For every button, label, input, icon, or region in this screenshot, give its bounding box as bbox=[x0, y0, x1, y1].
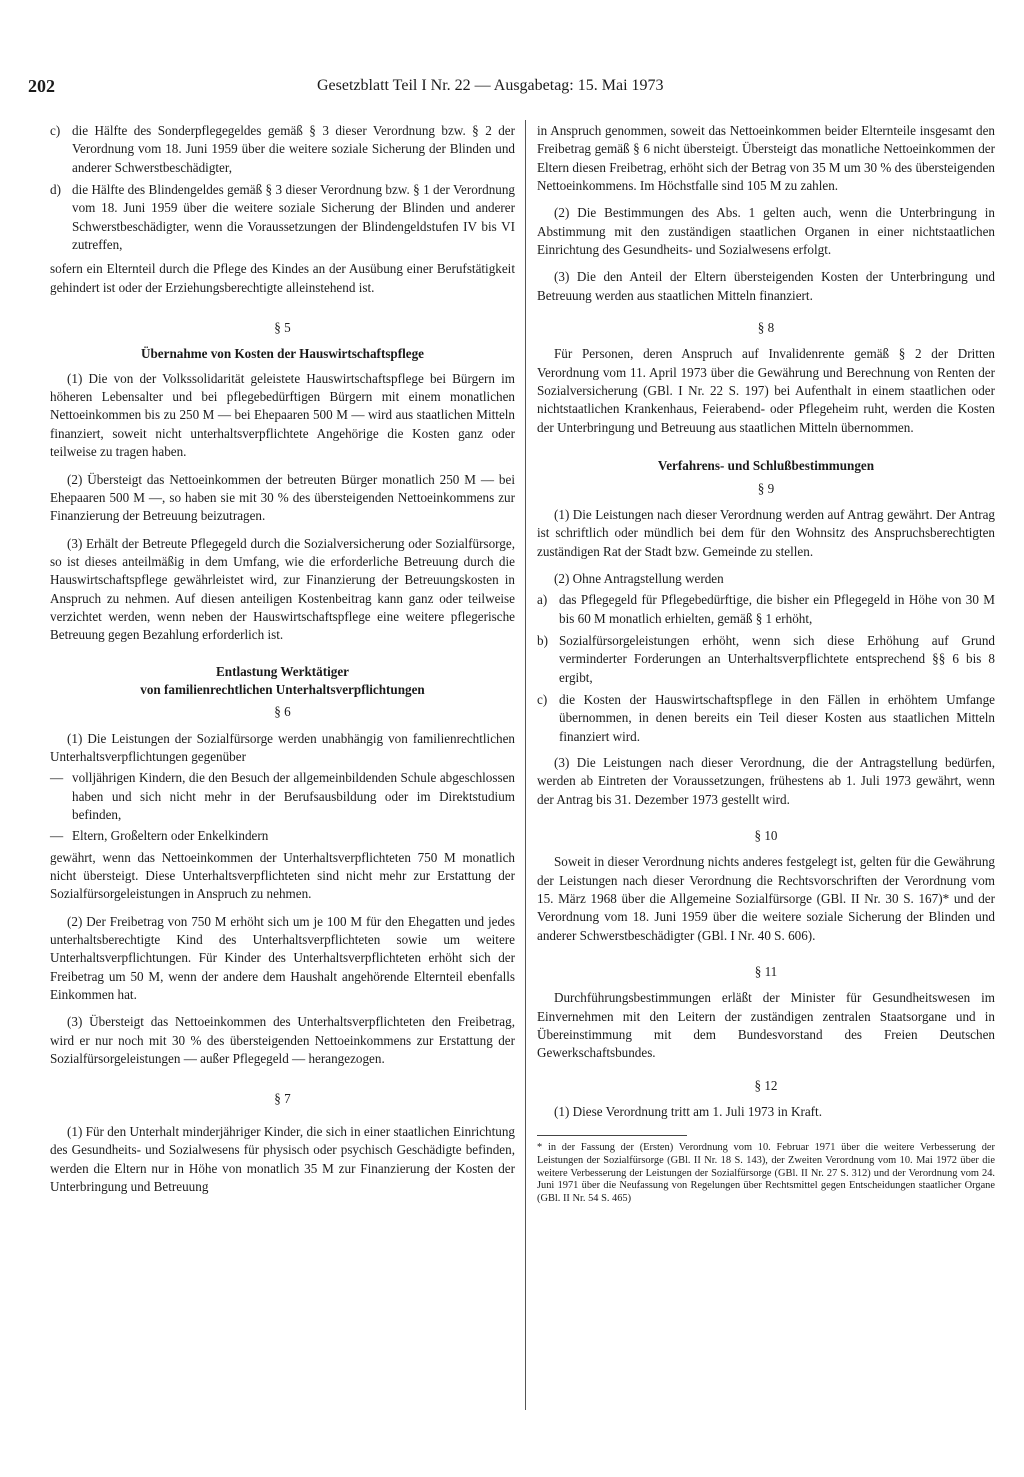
dash-item bbox=[50, 769, 515, 824]
footnote: * in der Fassung der (Ersten) Verordnung vom 10. Februar 1971 über die weitere Verbesserung der Leistungen der Sozialfürsorge (GBl. II Nr. 18 S. 143), der Zweiten Verordnung vom 10. Mai 1972 über die weitere Verbesserung der Leistungen der Sozialfürsorge (GBl. II Nr. 27 S. 312) und der Verordnung vom 24. Juni 1971 über die Neufassung von Regelungen über Rechtsmittel gegen Entscheidungen staatlicher Organe (GBl. II Nr. 54 S. 465) bbox=[537, 1142, 995, 1204]
section-number: § 7 bbox=[274, 1091, 291, 1107]
list-item-text: das Pflegegeld für Pflegebedürftige, die bisher ein Pflegegeld in Höhe von 30 M bis 60 M monatlich erhielten, gemäß § 1 erhöht, bbox=[559, 592, 995, 626]
list-item-a bbox=[537, 591, 995, 628]
section-number: § 6 bbox=[274, 704, 291, 720]
right-column bbox=[537, 122, 995, 1205]
dash-marker: — bbox=[50, 828, 64, 844]
list-item-text: die Kosten der Hauswirtschaftspflege in den Fällen in erhöhtem Umfange übernommen, in denen bereits ein Teil dieser Kosten aus staatlichen Mitteln finanziert wird. bbox=[559, 691, 995, 744]
paragraph: (3) Erhält der Betreute Pflegegeld durch die Sozialversicherung oder Sozialfürsorge, so ist dieses anteilmäßig in dem Umfang, wie die erforderliche Betreuung durch die Hauswirtschaftspflege gewährleistet wird, zur Finanzierung der Betreuungskosten in Anspruch zu nehmen. Auf diesen anteiligen Kostenbeitrag kann ganz oder teilweise verzichtet werden, wenn neben der Hauswirtschaftspflege eine weitere pflegerische Betreuung gegen Bezahlung erforderlich ist. bbox=[50, 535, 515, 643]
section-number: § 5 bbox=[274, 320, 291, 336]
gazette-title: Gesetzblatt Teil I Nr. 22 — Ausgabetag: 15. Mai 1973 bbox=[317, 77, 664, 94]
list-marker: d) bbox=[50, 182, 61, 198]
paragraph: Für Personen, deren Anspruch auf Invalidenrente gemäß § 2 der Dritten Verordnung vom 11. April 1973 über die Gewährung und Berechnung von Renten der Sozialversicherung (GBl. I Nr. 22 S. 197) bei Aufenthalt in einem staatlichen oder nichtstaatlichen Krankenhaus, Feierabend- oder Pflegeheim ruht, werden die Kosten der Unterbringung und Betreuung aus staatlichen Mitteln übernommen. bbox=[537, 346, 995, 435]
section-heading bbox=[50, 663, 515, 700]
paragraph: (1) Die Leistungen der Sozialfürsorge werden unabhängig von familienrechtlichen Unterhaltsverpflichtungen gegenüber bbox=[50, 730, 515, 764]
page-header bbox=[28, 76, 748, 96]
left-column bbox=[50, 122, 515, 1205]
list-marker: c) bbox=[537, 691, 548, 707]
paragraph: (1) Die von der Volkssolidarität geleistete Hauswirtschaftspflege bei Bürgern im höheren Lebensalter und bei pflegebedürftigen Bürgern mit einem monatlichen Nettoeinkommen bis zu 250 M — bei Ehepaaren 500 M — wird aus staatlichen Mitteln finanziert, soweit nicht unterhaltsverpflichtete Angehörige die Kosten ganz oder teilweise zu tragen haben. bbox=[50, 370, 515, 460]
paragraph: (3) Übersteigt das Nettoeinkommen des Unterhaltsverpflichteten den Freibetrag, wird er nur noch mit 30 % des übersteigenden Nettoeinkommens zur Erstattung der Sozialfürsorgeleistungen — außer Pflegegeld — herangezogen. bbox=[50, 1014, 515, 1067]
paragraph: sofern ein Elternteil durch die Pflege des Kindes an der Ausübung einer Berufstätigkeit gehindert ist oder der Erziehungsberechtigte alleinstehend ist. bbox=[50, 261, 515, 295]
paragraph: (2) Die Bestimmungen des Abs. 1 gelten auch, wenn die Unterbringung in Abstimmung mit den zuständigen staatlichen Organen in einer nichtstaatlichen Einrichtung des Gesundheits- und Sozialwesens erfolgt. bbox=[537, 205, 995, 258]
paragraph: (2) Der Freibetrag von 750 M erhöht sich um je 100 M für den Ehegatten und jedes unterhaltsberechtigte Kind des Unterhaltsverpflichteten sowie um weitere Unterhaltsverpflichtungen. Für Kinder des Unterhaltsverpflichteten erhöht sich der Freibetrag um 50 M, wenn der andere dem Haushalt angehörende Elternteil ebenfalls Einkommen hat. bbox=[50, 913, 515, 1003]
paragraph: gewährt, wenn das Nettoeinkommen der Unterhaltsverpflichteten 750 M monatlich nicht übersteigt. Diese Unterhaltsverpflichteten sind nicht mehr zur Erstattung der Sozialfürsorgeleistungen in Anspruch zu nehmen. bbox=[50, 849, 515, 902]
paragraph: Soweit in dieser Verordnung nichts anderes festgelegt ist, gelten für die Gewährung der Leistungen nach dieser Verordnung die Rechtsvorschriften der Verordnung vom 15. März 1968 über die Allgemeine Sozialfürsorge (GBl. II Nr. 30 S. 167)* und der Verordnung vom 18. Juni 1959 über die weitere soziale Sicherung der Blinden und anderer Schwerstbeschädigter (GBl. I Nr. 40 S. 606). bbox=[537, 854, 995, 943]
paragraph: (1) Diese Verordnung tritt am 1. Juli 1973 in Kraft. bbox=[554, 1104, 822, 1120]
paragraph: (3) Die den Anteil der Eltern übersteigenden Kosten der Unterbringung und Betreuung werden aus staatlichen Mitteln finanziert. bbox=[537, 269, 995, 303]
paragraph: (2) Ohne Antragstellung werden bbox=[554, 570, 724, 586]
list-item-text: die Hälfte des Sonderpflegegeldes gemäß § 3 dieser Verordnung bzw. § 2 der Verordnung vom 18. Juni 1959 über die weitere soziale Sicherung der Blinden und anderer Schwerstbeschädigter, bbox=[72, 123, 515, 175]
section-number: § 8 bbox=[757, 320, 775, 336]
list-item-c bbox=[50, 122, 515, 177]
heading-line: von familienrechtlichen Unterhaltsverpflichtungen bbox=[140, 681, 425, 697]
list-marker: b) bbox=[537, 632, 548, 648]
list-marker: c) bbox=[50, 123, 61, 138]
paragraph: Durchführungsbestimmungen erläßt der Minister für Gesundheitswesen im Einvernehmen mit den Leitern der zuständigen zentralen Staatsorgane und in Übereinstimmung mit dem Bundesvorstand des Freien Deutschen Gewerkschaftsbundes. bbox=[537, 990, 995, 1061]
list-item-b bbox=[537, 632, 995, 687]
list-item-text: Eltern, Großeltern oder Enkelkindern bbox=[72, 828, 269, 844]
section-number: § 11 bbox=[754, 964, 778, 980]
section-heading: Übernahme von Kosten der Hauswirtschaftspflege bbox=[141, 346, 424, 362]
dash-marker: — bbox=[50, 770, 64, 786]
heading-line: Entlastung Werktätiger bbox=[216, 663, 349, 679]
paragraph: (1) Für den Unterhalt minderjähriger Kinder, die sich in einer staatlichen Einrichtung des Gesundheits- und Sozialwesens für physisch oder psychisch Geschädigte befinden, werden die Eltern nur in Höhe von monatlich 35 M zur Finanzierung der Kosten der Unterbringung und Betreuung bbox=[50, 1123, 515, 1194]
paragraph: in Anspruch genommen, soweit das Nettoeinkommen beider Elternteile insgesamt den Freibetrag gemäß § 6 nicht übersteigt. Übersteigt das monatliche Nettoeinkommen der Eltern diesen Freibetrag, erhöht sich der Betrag von 35 M um 30 % des übersteigenden Nettoeinkommens. Im Höchstfalle sind 105 M zu zahlen. bbox=[537, 123, 995, 194]
list-marker: a) bbox=[537, 592, 548, 608]
section-number: § 9 bbox=[757, 480, 775, 496]
page-number: 202 bbox=[28, 76, 55, 96]
paragraph: (1) Die Leistungen nach dieser Verordnung werden auf Antrag gewährt. Der Antrag ist schriftlich oder mündlich bei dem für den Wohnsitz des Anspruchsberechtigten zuständigen Rat der Stadt bzw. Gemeinde zu stellen. bbox=[537, 506, 995, 559]
list-item-c bbox=[537, 691, 995, 746]
section-heading: Verfahrens- und Schlußbestimmungen bbox=[657, 458, 875, 474]
footnote-rule bbox=[537, 1135, 687, 1136]
dash-item bbox=[50, 827, 515, 845]
paragraph: (2) Übersteigt das Nettoeinkommen der betreuten Bürger monatlich 250 M — bei Ehepaaren 500 M —, so haben sie mit 30 % des übersteigenden Nettoeinkommens zur Finanzierung der Betreuung beizutragen. bbox=[50, 471, 515, 524]
list-item-text: volljährigen Kindern, die den Besuch der allgemeinbildenden Schule abgeschlossen haben und sich nicht mehr in der Berufsausbildung oder im Direktstudium befinden, bbox=[72, 770, 515, 822]
list-item-text: Sozialfürsorgeleistungen erhöht, wenn sich diese Erhöhung auf Grund verminderter Forderungen an Unterhaltsverpflichtete entsprechend §§ 6 bis 8 ergibt, bbox=[559, 632, 995, 685]
section-number: § 12 bbox=[754, 1077, 778, 1093]
section-number: § 10 bbox=[754, 828, 778, 843]
list-item-text: die Hälfte des Blindengeldes gemäß § 3 dieser Verordnung bzw. § 1 der Verordnung vom 18. Juni 1959 über die weitere soziale Sicherung der Blinden und anderer Schwerstbeschädigter, wenn die Voraussetzungen der Blindengeldstufen IV bis VI zutreffen, bbox=[72, 182, 515, 253]
column-divider bbox=[525, 120, 526, 1410]
list-item-d bbox=[50, 181, 515, 254]
paragraph: (3) Die Leistungen nach dieser Verordnung, die der Antragstellung bedürfen, werden ab Eintreten der Voraussetzungen, frühestens ab 1. Juli 1973 gewährt, wenn der Antrag bis 31. Dezember 1973 gestellt wird. bbox=[537, 754, 995, 807]
